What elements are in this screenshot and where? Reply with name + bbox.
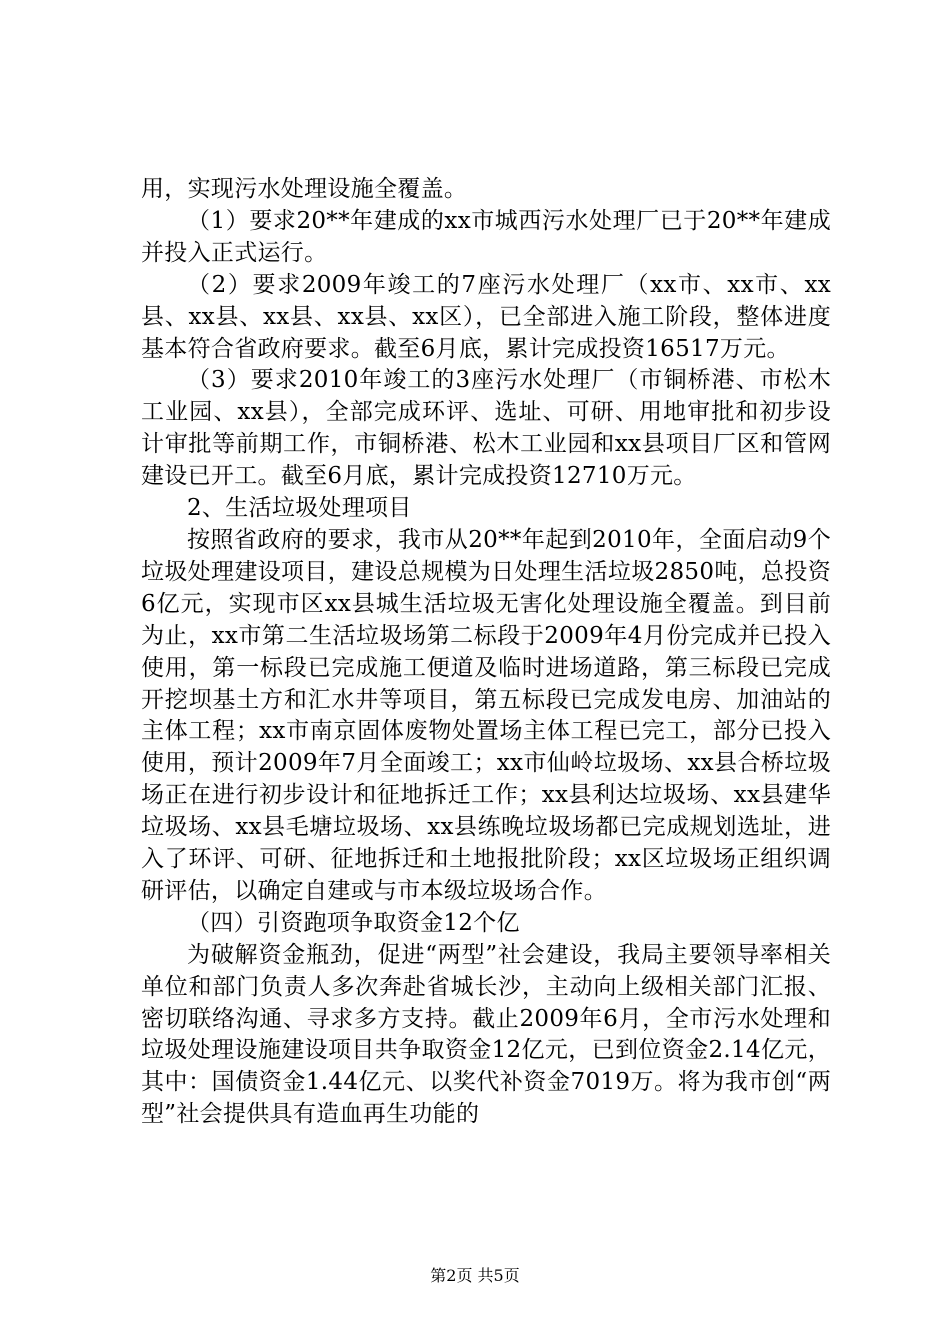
paragraph-8: 为破解资金瓶劲，促进“两型”社会建设，我局主要领导率相关单位和部门负责人多次奔赴省城长沙，主动向上级相关部门汇报、密切联络沟通、寻求多方支持。截止2009年6月，全市污水处理和垃圾处理设施建设项目共争取资金12亿元，已到位资金2.14亿元，其中：国债资金1.44亿元、以奖代补资金7019万。将为我市创“两型”社会提供具有造血再生功能的 <box>141 941 831 1128</box>
paragraph-1: 用，实现污水处理设施全覆盖。 <box>141 176 468 202</box>
document-body <box>141 174 831 1131</box>
section-heading-funding: （四）引资跑项争取资金12个亿 <box>187 909 520 936</box>
paragraph-2: （1）要求20**年建成的xx市城西污水处理厂已于20**年建成并投入正式运行。 <box>141 207 831 266</box>
paragraph-3: （2）要求2009年竣工的7座污水处理厂（xx市、xx市、xx县、xx县、xx县、xx县、xx区），已全部进入施工阶段，整体进度基本符合省政府要求。截至6月底，累计完成投资16517万元。 <box>141 271 831 362</box>
paragraph-4: （3）要求2010年竣工的3座污水处理厂（市铜桥港、市松木工业园、xx县），全部完成环评、选址、可研、用地审批和初步设计审批等前期工作，市铜桥港、松木工业园和xx县项目厂区和管网建设已开工。截至6月底，累计完成投资12710万元。 <box>141 367 831 490</box>
paragraph-6: 按照省政府的要求，我市从20**年起到2010年，全面启动9个垃圾处理建设项目，建设总规模为日处理生活垃圾2850吨，总投资6亿元，实现市区xx县城生活垃圾无害化处理设施全覆盖。到目前为止，xx市第二生活垃圾场第二标段于2009年4月份完成并已投入使用，第一标段已完成施工便道及临时进场道路，第三标段已完成开挖坝基土方和汇水井等项目，第五标段已完成发电房、加油站的主体工程；xx市南京固体废物处置场主体工程已完工，部分已投入使用，预计2009年7月全面竣工；xx市仙岭垃圾场、xx县合桥垃圾场正在进行初步设计和征地拆迁工作；xx县利达垃圾场、xx县建华垃圾场、xx县毛塘垃圾场、xx县练晚垃圾场都已完成规划选址，进入了环评、可研、征地拆迁和土地报批阶段；xx区垃圾场正组织调研评估，以确定自建或与市本级垃圾场合作。 <box>141 526 831 904</box>
page-footer: 第2页 共5页 <box>430 1266 520 1285</box>
section-heading-garbage: 2、生活垃圾处理项目 <box>187 495 412 522</box>
